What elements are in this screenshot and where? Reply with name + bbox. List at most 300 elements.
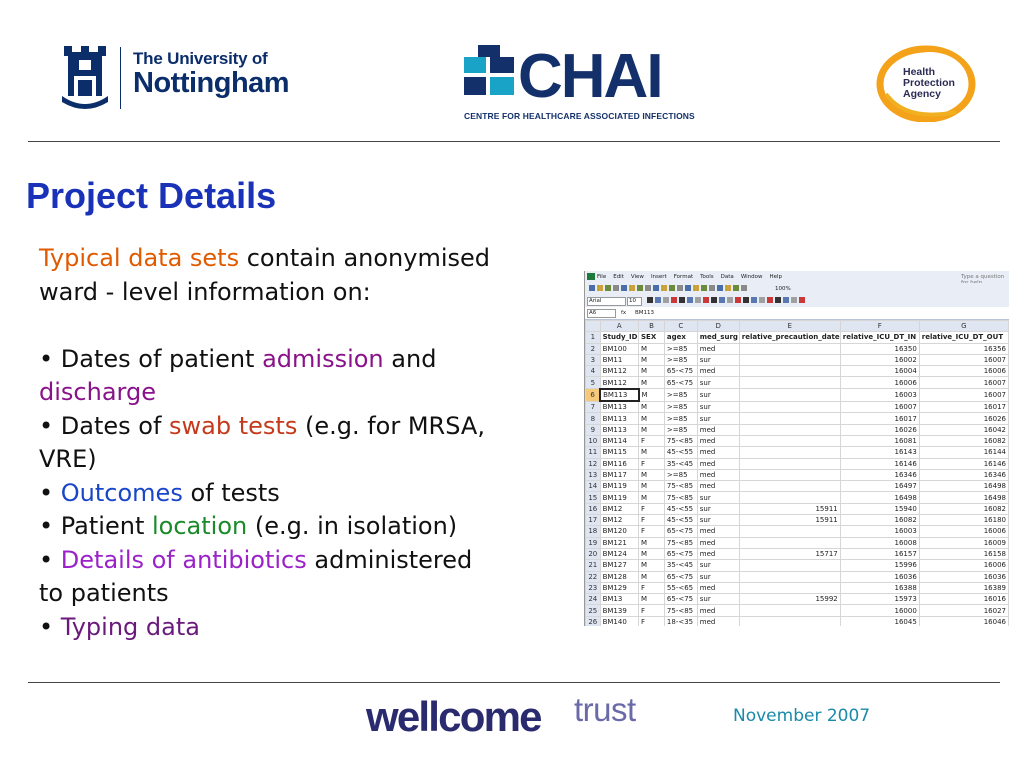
cell[interactable]: BM11 (600, 354, 638, 365)
cell[interactable]: 16388 (840, 582, 919, 593)
cell[interactable] (739, 366, 840, 377)
cell[interactable]: 16356 (919, 343, 1008, 354)
formula-input[interactable]: BM113 (635, 310, 655, 316)
cell[interactable]: BM13 (600, 594, 638, 605)
cell[interactable]: B (639, 321, 665, 332)
row-number[interactable]: 16 (586, 503, 601, 514)
cell[interactable]: Study_ID (600, 332, 638, 343)
cell[interactable]: 16498 (840, 492, 919, 503)
toolbar-button-icon[interactable] (637, 285, 643, 291)
cell[interactable]: 16003 (840, 389, 919, 401)
cell[interactable] (739, 605, 840, 616)
cell[interactable]: 16007 (919, 389, 1008, 401)
row-number[interactable]: 1 (586, 332, 601, 343)
toolbar-button-icon[interactable] (791, 297, 797, 303)
cell[interactable]: 16350 (840, 343, 919, 354)
toolbar-button-icon[interactable] (669, 285, 675, 291)
cell[interactable]: BM124 (600, 548, 638, 559)
table-row (586, 594, 1009, 605)
cell[interactable]: BM115 (600, 447, 638, 458)
cell[interactable]: BM128 (600, 571, 638, 582)
menu-item-tools[interactable]: Tools (700, 274, 714, 280)
row-number[interactable]: 13 (586, 469, 601, 480)
cell[interactable]: BM119 (600, 492, 638, 503)
row-number[interactable]: 18 (586, 526, 601, 537)
toolbar-button-icon[interactable] (677, 285, 683, 291)
cell[interactable]: 75-<85 (664, 435, 697, 446)
cell[interactable]: BM112 (600, 377, 638, 389)
cell[interactable]: 16009 (919, 537, 1008, 548)
cell[interactable] (739, 343, 840, 354)
cell[interactable]: med (697, 481, 739, 492)
cell[interactable]: sur (697, 594, 739, 605)
cell[interactable]: BM121 (600, 537, 638, 548)
cell[interactable]: med (697, 366, 739, 377)
cell[interactable]: 16346 (919, 469, 1008, 480)
cell[interactable]: 16017 (919, 401, 1008, 413)
footer-rule (28, 682, 1000, 683)
cell[interactable]: M (639, 447, 665, 458)
cell[interactable]: 75-<85 (664, 605, 697, 616)
cell[interactable]: 16144 (919, 447, 1008, 458)
cell[interactable]: 16158 (919, 548, 1008, 559)
cell[interactable]: med (697, 343, 739, 354)
cell[interactable]: sur (697, 377, 739, 389)
spacer (39, 309, 584, 343)
footer-date: November 2007 (733, 706, 871, 726)
cell[interactable]: 35-<45 (664, 560, 697, 571)
bullet-location (39, 510, 584, 544)
cell[interactable]: med (697, 548, 739, 559)
cell[interactable]: BM113 (600, 424, 638, 435)
cell[interactable] (739, 458, 840, 469)
cell[interactable]: 16346 (840, 469, 919, 480)
cell[interactable]: F (639, 616, 665, 626)
toolbar-button-icon[interactable] (589, 285, 595, 291)
cell[interactable]: 35-<45 (664, 458, 697, 469)
toolbar-button-icon[interactable] (647, 297, 653, 303)
cell[interactable]: SEX (639, 332, 665, 343)
table-row (586, 515, 1009, 526)
format-icons[interactable] (647, 297, 807, 305)
cell[interactable] (739, 424, 840, 435)
bullet-outcomes (39, 477, 584, 511)
cell[interactable]: 15940 (840, 503, 919, 514)
toolbar-button-icon[interactable] (741, 285, 747, 291)
menu-item-help[interactable]: Help (769, 274, 783, 280)
cell[interactable]: 16046 (919, 616, 1008, 626)
cell[interactable]: 16000 (840, 605, 919, 616)
chai-subtitle: CENTRE FOR HEALTHCARE ASSOCIATED INFECTIONS (464, 111, 695, 121)
row-number[interactable] (586, 321, 601, 332)
cell[interactable]: 16007 (919, 377, 1008, 389)
cell[interactable]: M (639, 469, 665, 480)
cell[interactable] (739, 616, 840, 626)
cell[interactable]: relative_precaution_date (739, 332, 840, 343)
cell[interactable]: 16002 (840, 354, 919, 365)
cell[interactable]: med (697, 582, 739, 593)
toolbar-button-icon[interactable] (703, 297, 709, 303)
cell[interactable] (739, 389, 840, 401)
toolbar-button-icon[interactable] (751, 297, 757, 303)
cell[interactable]: 16008 (840, 537, 919, 548)
cell[interactable]: 16016 (919, 594, 1008, 605)
zoom-level[interactable]: 100% (775, 286, 791, 292)
toolbar-button-icon[interactable] (719, 297, 725, 303)
cell[interactable] (739, 413, 840, 424)
cell[interactable]: M (639, 413, 665, 424)
cell[interactable]: 15911 (739, 503, 840, 514)
cell[interactable]: relative_ICU_DT_OUT (919, 332, 1008, 343)
cell[interactable]: F (639, 458, 665, 469)
cell[interactable]: 16042 (919, 424, 1008, 435)
cell[interactable] (739, 354, 840, 365)
cell[interactable]: 75-<85 (664, 537, 697, 548)
cell[interactable]: med (697, 605, 739, 616)
row-number[interactable]: 6 (586, 389, 601, 401)
cell[interactable]: F (840, 321, 919, 332)
cell[interactable]: >=85 (664, 413, 697, 424)
cell[interactable]: med (697, 616, 739, 626)
cell[interactable]: 65-<75 (664, 571, 697, 582)
formula-bar (585, 307, 1009, 320)
cell[interactable]: med_surg (697, 332, 739, 343)
font-select[interactable]: Arial (587, 297, 626, 306)
cell[interactable]: med (697, 424, 739, 435)
cell[interactable]: 16003 (840, 526, 919, 537)
toolbar-button-icon[interactable] (687, 297, 693, 303)
cell[interactable]: BM119 (600, 481, 638, 492)
cell[interactable] (739, 401, 840, 413)
row-number[interactable]: 9 (586, 424, 601, 435)
cell[interactable] (739, 526, 840, 537)
cell[interactable]: 16026 (840, 424, 919, 435)
cell[interactable]: 16498 (919, 492, 1008, 503)
row-number[interactable]: 11 (586, 447, 601, 458)
cell[interactable]: A (600, 321, 638, 332)
table-row (586, 492, 1009, 503)
cell[interactable]: 16143 (840, 447, 919, 458)
menu-items (597, 274, 789, 280)
cell[interactable]: 65-<75 (664, 366, 697, 377)
row-number[interactable]: 5 (586, 377, 601, 389)
cell[interactable] (739, 571, 840, 582)
menu-item-view[interactable]: View (630, 274, 644, 280)
row-number[interactable]: 8 (586, 413, 601, 424)
toolbar-button-icon[interactable] (671, 297, 677, 303)
cell[interactable]: 15717 (739, 548, 840, 559)
cell[interactable]: BM113 (600, 401, 638, 413)
cell[interactable]: F (639, 515, 665, 526)
toolbar-button-icon[interactable] (735, 297, 741, 303)
cell[interactable]: 16004 (840, 366, 919, 377)
toolbar-icons[interactable] (589, 285, 749, 293)
row-number[interactable]: 23 (586, 582, 601, 593)
row-number[interactable]: 21 (586, 560, 601, 571)
cell[interactable]: BM12 (600, 515, 638, 526)
cell[interactable]: M (639, 354, 665, 365)
cell[interactable]: 16082 (840, 515, 919, 526)
cell[interactable]: BM113 (600, 389, 638, 401)
cell[interactable]: 16006 (919, 526, 1008, 537)
bullet-text: (e.g. in isolation) (247, 512, 458, 540)
row-number[interactable]: 19 (586, 537, 601, 548)
cell[interactable] (739, 377, 840, 389)
cell[interactable]: C (664, 321, 697, 332)
cell[interactable]: M (639, 537, 665, 548)
cell[interactable]: 16146 (919, 458, 1008, 469)
cell[interactable]: M (639, 401, 665, 413)
cell[interactable]: 65-<75 (664, 548, 697, 559)
cell[interactable] (739, 435, 840, 446)
cell[interactable]: 16036 (919, 571, 1008, 582)
cell[interactable]: F (639, 435, 665, 446)
cell[interactable]: sur (697, 389, 739, 401)
cell[interactable]: sur (697, 492, 739, 503)
toolbar-button-icon[interactable] (775, 297, 781, 303)
cell[interactable]: 16157 (840, 548, 919, 559)
toolbar-button-icon[interactable] (799, 297, 805, 303)
cell[interactable]: BM113 (600, 413, 638, 424)
cell[interactable]: 16017 (840, 413, 919, 424)
cell[interactable]: 55-<65 (664, 582, 697, 593)
bullet-text: Dates of patient (53, 344, 263, 373)
cell[interactable]: F (639, 582, 665, 593)
cell[interactable]: M (639, 424, 665, 435)
toolbar-button-icon[interactable] (725, 285, 731, 291)
cell[interactable]: sur (697, 503, 739, 514)
row-number[interactable]: 4 (586, 366, 601, 377)
cell[interactable]: med (697, 526, 739, 537)
bullet-swab-cont: VRE) (39, 445, 97, 473)
cell[interactable]: 16389 (919, 582, 1008, 593)
cell[interactable]: 45-<55 (664, 503, 697, 514)
cell[interactable]: 16027 (919, 605, 1008, 616)
row-number[interactable]: 17 (586, 515, 601, 526)
toolbar-button-icon[interactable] (679, 297, 685, 303)
cell[interactable] (739, 469, 840, 480)
cell[interactable]: F (639, 526, 665, 537)
cell[interactable]: agex (664, 332, 697, 343)
cell[interactable]: BM117 (600, 469, 638, 480)
toolbar-button-icon[interactable] (621, 285, 627, 291)
cell[interactable]: E (739, 321, 840, 332)
toolbar-button-icon[interactable] (733, 285, 739, 291)
row-number[interactable]: 12 (586, 458, 601, 469)
cell[interactable]: F (639, 503, 665, 514)
toolbar-button-icon[interactable] (655, 297, 661, 303)
cell[interactable]: sur (697, 515, 739, 526)
toolbar-button-icon[interactable] (783, 297, 789, 303)
toolbar-button-icon[interactable] (629, 285, 635, 291)
cell[interactable]: >=85 (664, 354, 697, 365)
cell[interactable]: M (639, 389, 665, 401)
cell[interactable]: med (697, 447, 739, 458)
toolbar-button-icon[interactable] (613, 285, 619, 291)
cell[interactable]: >=85 (664, 424, 697, 435)
menu-item-insert[interactable]: Insert (650, 274, 667, 280)
row-number[interactable]: 7 (586, 401, 601, 413)
cell[interactable]: M (639, 560, 665, 571)
cell[interactable]: 16036 (840, 571, 919, 582)
cell[interactable]: D (697, 321, 739, 332)
cell[interactable]: sur (697, 560, 739, 571)
cell[interactable]: BM12 (600, 503, 638, 514)
cell[interactable] (739, 492, 840, 503)
highlight-swab-tests: swab tests (169, 411, 298, 440)
cell[interactable]: 16082 (919, 435, 1008, 446)
cell[interactable]: BM100 (600, 343, 638, 354)
cell[interactable]: 65-<75 (664, 526, 697, 537)
cell[interactable]: 16498 (919, 481, 1008, 492)
cell[interactable]: 16497 (840, 481, 919, 492)
row-number[interactable]: 26 (586, 616, 601, 626)
row-number[interactable]: 22 (586, 571, 601, 582)
toolbar-button-icon[interactable] (759, 297, 765, 303)
cell[interactable]: sur (697, 354, 739, 365)
row-number[interactable]: 2 (586, 343, 601, 354)
toolbar-button-icon[interactable] (597, 285, 603, 291)
row-number[interactable]: 20 (586, 548, 601, 559)
toolbar-button-icon[interactable] (605, 285, 611, 291)
name-box[interactable]: A6 (587, 309, 616, 318)
toolbar-button-icon[interactable] (709, 285, 715, 291)
intro-line2: ward - level information on: (39, 277, 371, 306)
cell[interactable]: 15992 (739, 594, 840, 605)
toolbar-button-icon[interactable] (661, 285, 667, 291)
cell[interactable]: BM139 (600, 605, 638, 616)
cell[interactable]: >=85 (664, 469, 697, 480)
slide-body (39, 242, 584, 644)
toolbar-button-icon[interactable] (727, 297, 733, 303)
cell[interactable]: F (639, 605, 665, 616)
cell[interactable]: 16146 (840, 458, 919, 469)
cell[interactable]: 16180 (919, 515, 1008, 526)
row-number[interactable]: 15 (586, 492, 601, 503)
cell[interactable] (739, 481, 840, 492)
bullet-dot: • (39, 545, 54, 574)
row-number[interactable]: 3 (586, 354, 601, 365)
toolbar-button-icon[interactable] (663, 297, 669, 303)
cell[interactable]: sur (697, 413, 739, 424)
toolbar-button-icon[interactable] (743, 297, 749, 303)
cell[interactable]: 16082 (919, 503, 1008, 514)
toolbar-button-icon[interactable] (767, 297, 773, 303)
row-number[interactable]: 14 (586, 481, 601, 492)
cell[interactable]: 65-<75 (664, 377, 697, 389)
cell[interactable]: BM120 (600, 526, 638, 537)
cell[interactable] (739, 582, 840, 593)
cell[interactable]: med (697, 469, 739, 480)
table-row (586, 401, 1009, 413)
menu-item-file[interactable]: File (597, 274, 607, 280)
bullet-swab (39, 410, 584, 444)
cell[interactable]: 16007 (919, 354, 1008, 365)
cell[interactable] (739, 537, 840, 548)
cell[interactable]: 18-<35 (664, 616, 697, 626)
cell[interactable]: 75-<85 (664, 481, 697, 492)
cell[interactable]: 15996 (840, 560, 919, 571)
cell[interactable]: BM116 (600, 458, 638, 469)
cell[interactable]: M (639, 548, 665, 559)
menu-item-format[interactable]: Format (673, 274, 694, 280)
cell[interactable]: 16007 (840, 401, 919, 413)
cell[interactable]: M (639, 481, 665, 492)
cell[interactable]: 65-<75 (664, 594, 697, 605)
intro-highlight: Typical data sets (39, 244, 240, 272)
help-box[interactable]: Type a question (961, 274, 1005, 280)
toolbar-button-icon[interactable] (717, 285, 723, 291)
spreadsheet-screenshot (584, 271, 1009, 626)
intro-line1 (39, 242, 584, 276)
cell[interactable]: BM114 (600, 435, 638, 446)
cell[interactable]: BM127 (600, 560, 638, 571)
cell[interactable]: M (639, 377, 665, 389)
cell[interactable]: BM112 (600, 366, 638, 377)
cell[interactable]: 15973 (840, 594, 919, 605)
cell[interactable]: 15911 (739, 515, 840, 526)
cell[interactable]: M (639, 571, 665, 582)
toolbar-button-icon[interactable] (693, 285, 699, 291)
cell[interactable]: 16006 (919, 560, 1008, 571)
menu-item-edit[interactable]: Edit (613, 274, 624, 280)
font-size-select[interactable]: 10 (627, 297, 642, 306)
toolbar-button-icon[interactable] (701, 285, 707, 291)
cell[interactable] (739, 447, 840, 458)
cell[interactable]: M (639, 343, 665, 354)
cell[interactable]: med (697, 435, 739, 446)
cell[interactable]: 16006 (919, 366, 1008, 377)
cell[interactable]: 16026 (919, 413, 1008, 424)
row-number[interactable]: 24 (586, 594, 601, 605)
cell[interactable]: G (919, 321, 1008, 332)
toolbar-button-icon[interactable] (711, 297, 717, 303)
cell[interactable]: med (697, 458, 739, 469)
toolbar-button-icon[interactable] (653, 285, 659, 291)
cell[interactable]: M (639, 492, 665, 503)
table-row (586, 413, 1009, 424)
cell[interactable]: 16081 (840, 435, 919, 446)
cell[interactable]: 45-<55 (664, 515, 697, 526)
table-row (586, 377, 1009, 389)
cell[interactable]: 45-<55 (664, 447, 697, 458)
cell[interactable]: >=85 (664, 343, 697, 354)
cell[interactable]: >=85 (664, 389, 697, 401)
row-number[interactable]: 10 (586, 435, 601, 446)
toolbar-button-icon[interactable] (645, 285, 651, 291)
cell[interactable] (739, 560, 840, 571)
cell[interactable]: relative_ICU_DT_IN (840, 332, 919, 343)
table-row (586, 605, 1009, 616)
toolbar-button-icon[interactable] (685, 285, 691, 291)
cell[interactable]: BM129 (600, 582, 638, 593)
cell[interactable]: sur (697, 571, 739, 582)
toolbar-button-icon[interactable] (695, 297, 701, 303)
cell[interactable]: M (639, 366, 665, 377)
cell[interactable]: med (697, 537, 739, 548)
cell[interactable]: 16045 (840, 616, 919, 626)
menu-item-data[interactable]: Data (720, 274, 734, 280)
cell[interactable]: sur (697, 401, 739, 413)
cell[interactable]: >=85 (664, 401, 697, 413)
row-number[interactable]: 25 (586, 605, 601, 616)
cell[interactable]: M (639, 594, 665, 605)
cell[interactable]: BM140 (600, 616, 638, 626)
cell[interactable]: 16006 (840, 377, 919, 389)
castle-crest-icon (60, 46, 110, 112)
menu-item-window[interactable]: Window (740, 274, 763, 280)
cell[interactable]: 75-<85 (664, 492, 697, 503)
